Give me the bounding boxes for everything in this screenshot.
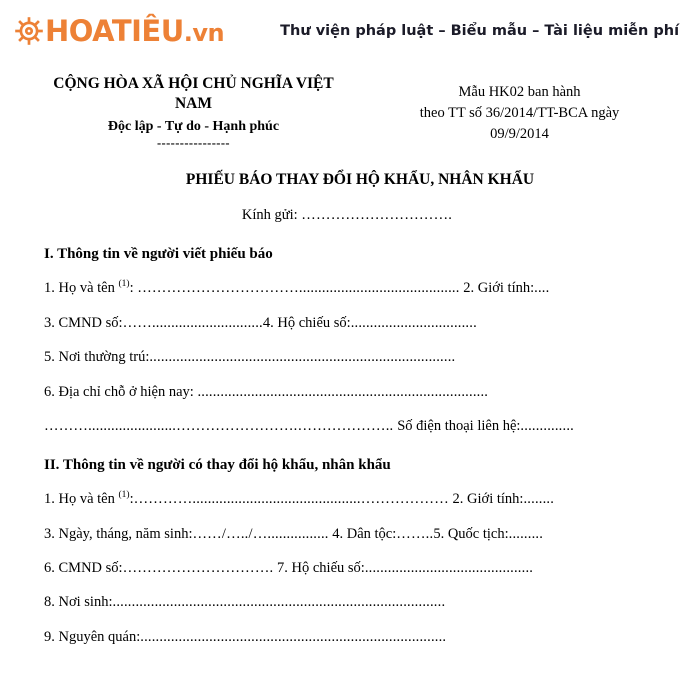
- document-body: [0, 74, 684, 646]
- field-row-1-current-address: [44, 384, 668, 401]
- field-label: 6. CMND số:: [44, 560, 123, 577]
- gender-input[interactable]: ........: [523, 491, 555, 508]
- form-reference-line1: Mẫu HK02 ban hành: [458, 84, 581, 100]
- field-label-phone: Số điện thoại liên hệ:: [397, 417, 521, 434]
- footnote-marker: (1): [118, 490, 130, 501]
- field-row-1-phone: [44, 418, 668, 435]
- native-place-input[interactable]: ................................................................................: [140, 628, 447, 645]
- site-logo-text: [45, 13, 225, 48]
- form-reference: [371, 74, 668, 145]
- place-of-birth-input[interactable]: .......................................................................................: [112, 594, 446, 611]
- current-address-input[interactable]: ............................................................................: [197, 383, 489, 400]
- document-header: [16, 74, 668, 149]
- field-label: 5. Nơi thường trú:: [44, 349, 150, 366]
- field-label: 1. Họ và tên: [44, 280, 119, 297]
- nation-title-line1: CỘNG HÒA XÃ HỘI CHỦ NGHĨA VIỆT: [53, 75, 334, 92]
- section-2: [16, 457, 668, 646]
- passport-input[interactable]: ............................................: [364, 560, 534, 577]
- field-label: 9. Nguyên quán:: [44, 628, 141, 645]
- field-label: 3. Ngày, tháng, năm sinh:: [44, 525, 193, 542]
- id-card-input[interactable]: ………………………….: [122, 560, 274, 577]
- page-title: PHIẾU BÁO THAY ĐỔI HỘ KHẨU, NHÂN KHẨU: [185, 171, 535, 189]
- addressee-label: Kính gửi:: [241, 207, 298, 224]
- nation-title: [16, 74, 371, 114]
- form-reference-line3: 09/9/2014: [490, 126, 549, 143]
- field-label-colon: :: [129, 280, 138, 297]
- ship-helm-icon: [14, 16, 44, 46]
- field-row-1-full-name: [44, 280, 668, 297]
- date-of-birth-input[interactable]: ……/…../…................: [192, 525, 329, 542]
- section-1: [16, 246, 668, 435]
- full-name-input[interactable]: ……………………………..........................................: [137, 280, 460, 297]
- field-row-2-native-place: [44, 629, 668, 646]
- id-card-input[interactable]: …….............................: [122, 314, 263, 331]
- field-row-1-id-card: [44, 315, 668, 332]
- permanent-residence-input[interactable]: ................................................................................: [149, 349, 456, 366]
- field-label-gender: 2. Giới tính:: [459, 280, 535, 297]
- field-label-passport: 7. Hộ chiếu số:: [273, 560, 365, 577]
- addressee-line: [16, 207, 668, 224]
- site-logo-name: HOATIÊU: [45, 13, 184, 48]
- site-header: [0, 0, 684, 62]
- passport-input[interactable]: .................................: [350, 314, 477, 331]
- section-1-heading: I. Thông tin về người viết phiếu báo: [44, 246, 273, 263]
- field-row-2-full-name: [44, 491, 668, 508]
- nation-title-line2: NAM: [174, 94, 213, 112]
- field-label-gender: 2. Giới tính:: [448, 491, 524, 508]
- field-label: 6. Địa chỉ chỗ ở hiện nay:: [44, 383, 198, 400]
- field-label: 1. Họ và tên: [44, 491, 119, 508]
- form-reference-line2: theo TT số 36/2014/TT-BCA ngày: [419, 105, 620, 122]
- field-row-1-permanent-residence: [44, 349, 668, 366]
- field-row-2-id-card: [44, 560, 668, 577]
- field-label-ethnicity: 4. Dân tộc:: [328, 525, 397, 542]
- current-address-input-continued[interactable]: ……….......................…………………….………………..: [44, 417, 398, 434]
- field-label-passport: 4. Hộ chiếu số:: [262, 314, 351, 331]
- site-logo-tld: .vn: [183, 18, 225, 47]
- field-label-nationality: 5. Quốc tịch:: [433, 525, 509, 542]
- national-motto: Độc lập - Tự do - Hạnh phúc: [107, 118, 280, 134]
- header-divider: ----------------: [156, 135, 230, 150]
- ethnicity-input[interactable]: ……..: [396, 525, 434, 542]
- form-reference-text: [371, 82, 668, 145]
- nationality-input[interactable]: .........: [508, 525, 544, 542]
- site-tagline: Thư viện pháp luật – Biểu mẫu – Tài liệu miễn phí: [280, 23, 680, 39]
- field-label: 8. Nơi sinh:: [44, 594, 113, 611]
- field-row-2-place-of-birth: [44, 594, 668, 611]
- addressee-input-dots[interactable]: ………………………….: [301, 207, 453, 224]
- section-2-heading: II. Thông tin về người có thay đổi hộ khẩu, nhân khẩu: [44, 457, 391, 474]
- national-header: [16, 74, 371, 149]
- gender-input[interactable]: ....: [534, 280, 550, 297]
- phone-input[interactable]: ..............: [520, 417, 574, 434]
- field-label: 3. CMND số:: [44, 314, 123, 331]
- field-label-colon: :: [129, 491, 134, 508]
- full-name-input[interactable]: …………............................................………………: [133, 491, 449, 508]
- field-row-2-date-of-birth: [44, 526, 668, 543]
- footnote-marker: (1): [118, 279, 130, 290]
- site-logo[interactable]: [14, 13, 225, 48]
